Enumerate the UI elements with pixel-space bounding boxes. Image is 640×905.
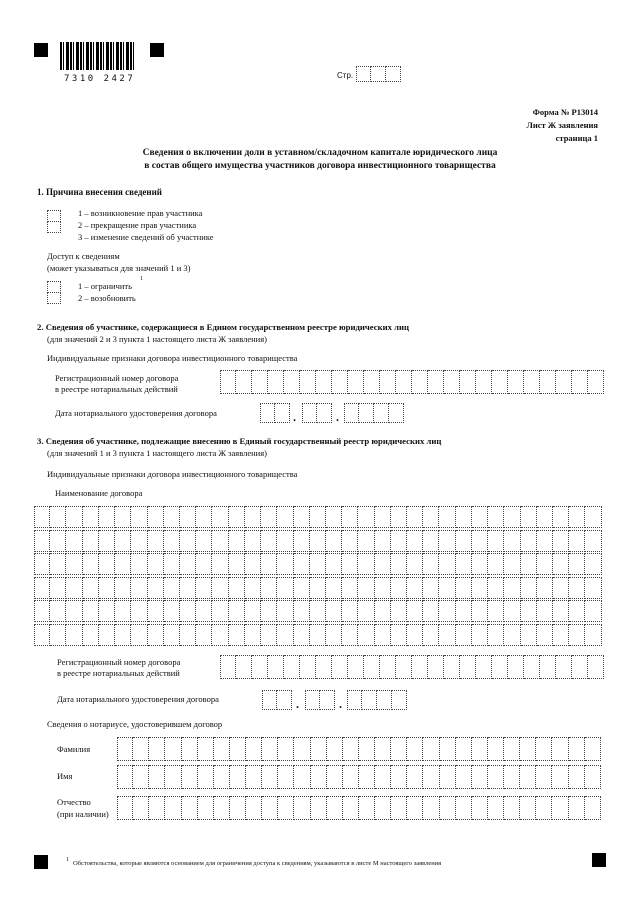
form-sheet: Лист Ж заявления [526,120,598,130]
section2-reg-label-2: в реестре нотариальных действий [55,384,178,394]
patronymic-field[interactable] [117,796,601,820]
name-label: Имя [57,771,73,781]
section2-reg-label-1: Регистрационный номер договора [55,373,179,383]
section3-subheading: Индивидуальные признаки договора инвестиционного товарищества [47,469,298,479]
corner-marker-bottom-right [592,853,606,867]
section3-reg-label-2: в реестре нотариальных действий [57,668,180,678]
date-separator: . [336,410,339,424]
section2-reg-number-field[interactable] [220,370,604,394]
page-title-line1: Сведения о включении доли в уставном/складочном капитале юридического лица [142,148,498,158]
reason-checkbox[interactable] [47,221,61,233]
section3-reg-label-1: Регистрационный номер договора [57,657,181,667]
barcode [60,42,136,70]
footnote-text: Обстоятельства, которые являются основанием для ограничения доступа к сведениям, указываются в листе М настоящего заявления [73,860,442,867]
reason-option-2: 2 – прекращение прав участника [78,220,197,230]
corner-marker-top-right [150,43,164,57]
notary-heading: Сведения о нотариусе, удостоверившем договор [47,719,223,729]
footnote-mark: 1 [66,857,69,863]
section3-heading: 3. Сведения об участнике, подлежащие внесению в Единый государственный реестр юридических лиц [37,436,442,446]
section3-note: (для значений 1 и 3 пункта 1 настоящего листа Ж заявления) [47,448,267,458]
section2-heading: 2. Сведения об участнике, содержащиеся в Едином государственном реестре юридических лиц [37,322,410,332]
surname-field[interactable] [117,737,601,761]
form-page: страница 1 [555,133,598,143]
reason-option-1: 1 – возникновение прав участника [78,208,203,218]
date-separator: . [296,697,299,711]
section2-subheading: Индивидуальные признаки договора инвестиционного товарищества [47,353,298,363]
form-number: Форма № Р13014 [532,107,598,117]
access-option-1: 1 – ограничить [78,281,133,291]
barcode-number: 7310 2427 [64,74,136,84]
section3-date-label: Дата нотариального удостоверения договора [57,694,219,704]
date-separator: . [293,410,296,424]
section2-date-label: Дата нотариального удостоверения договора [55,408,217,418]
access-option-2: 2 – возобновить [78,293,136,303]
section2-date-day[interactable] [260,403,290,423]
section3-date-day[interactable] [262,690,292,710]
reason-option-3: 3 – изменение сведений об участнике [78,232,214,242]
surname-label: Фамилия [57,744,91,754]
section3-date-month[interactable] [305,690,335,710]
patronymic-note: (при наличии) [57,809,109,819]
name-field[interactable] [117,765,601,789]
patronymic-label: Отчество [57,797,91,807]
access-label: Доступ к сведениям [47,251,120,261]
date-separator: . [339,697,342,711]
contract-name-label: Наименование договора [55,488,143,498]
corner-marker-bottom-left [34,855,48,869]
section2-date-year[interactable] [344,403,404,423]
section2-date-month[interactable] [302,403,332,423]
page-title-line2: в состав общего имущества участников договора инвестиционного товарищества [144,161,496,171]
corner-marker-top-left [34,43,48,57]
access-note: (может указываться для значений 1 и 3) [47,263,191,273]
section1-heading: 1. Причина внесения сведений [37,187,162,197]
section3-reg-number-field[interactable] [220,655,604,679]
page-number-field[interactable] [356,66,401,82]
section2-note: (для значений 2 и 3 пункта 1 настоящего листа Ж заявления) [47,334,267,344]
access-checkbox[interactable] [47,292,61,304]
section3-date-year[interactable] [347,690,407,710]
page-label: Стр. [337,71,354,80]
footnote-ref: 1 [140,276,143,282]
